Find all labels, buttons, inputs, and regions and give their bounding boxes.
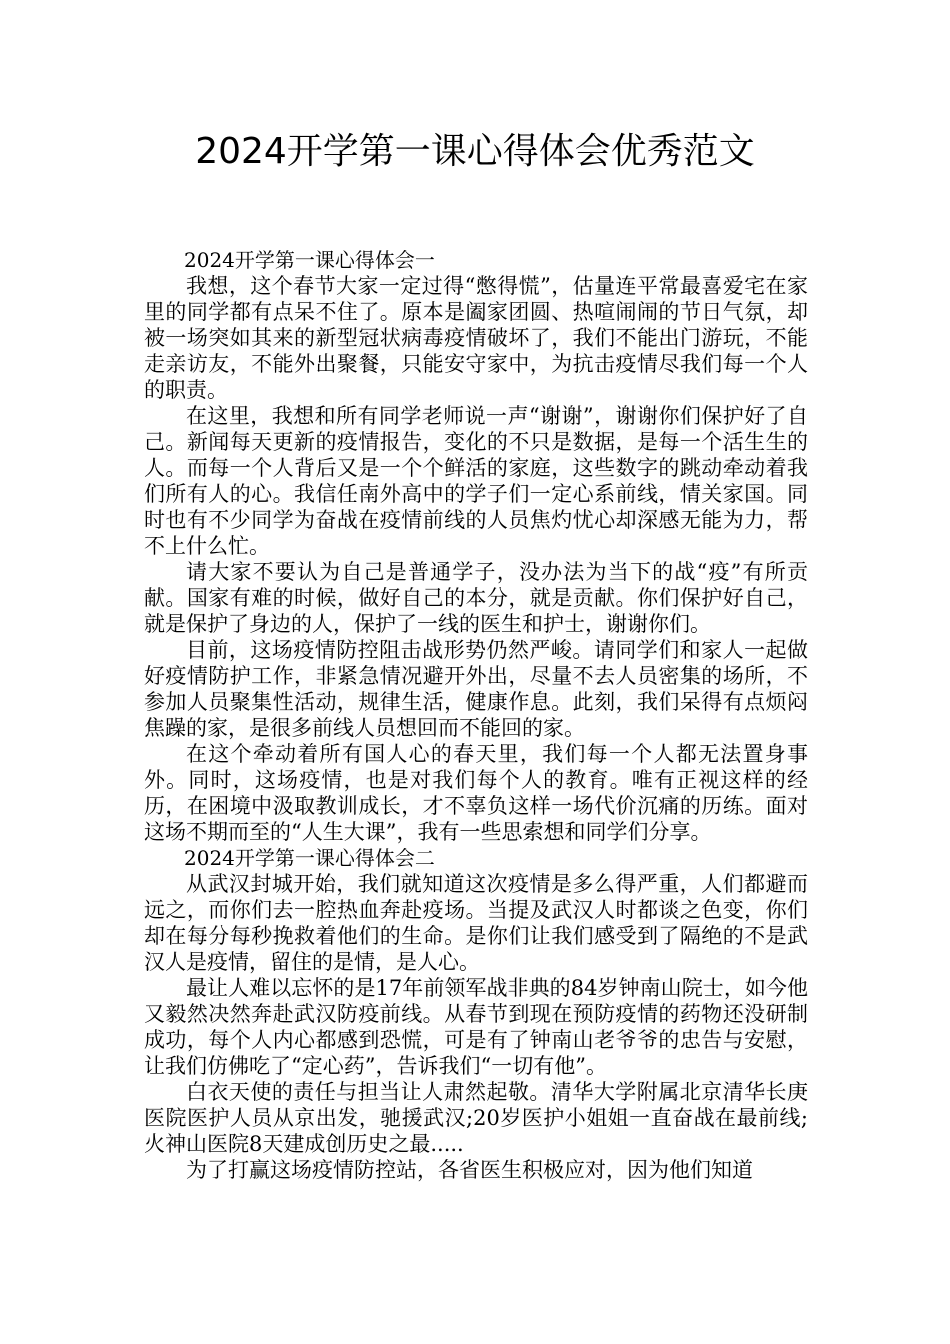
paragraph: 为了打赢这场疫情防控站，各省医生积极应对，因为他们知道 [186, 1158, 753, 1182]
document-body [144, 247, 808, 1183]
paragraph: 白衣天使的责任与担当让人肃然起敬。清华大学附属北京清华长庚医院医护人员从京出发，驰援武汉;20岁医护小姐姐一直奋战在最前线;火神山医院8天建成创历史之最..... [144, 1080, 808, 1156]
paragraph: 请大家不要认为自己是普通学子，没办法为当下的战“疫”有所贡献。国家有难的时候，做好自己的本分，就是贡献。你们保护好自己，就是保护了身边的人，保护了一线的医生和护士，谢谢你们。 [144, 560, 808, 636]
paragraph: 最让人难以忘怀的是17年前领军战非典的84岁钟南山院士，如今他又毅然决然奔赴武汉防疫前线。从春节到现在预防疫情的药物还没研制成功，每个人内心都感到恐慌，可是有了钟南山老爷爷的忠告与安慰，让我们仿佛吃了“定心药”，告诉我们“一切有他”。 [144, 976, 808, 1078]
paragraph: 从武汉封城开始，我们就知道这次疫情是多么得严重，人们都避而远之，而你们去一腔热血奔赴疫场。当提及武汉人时都谈之色变，你们却在每分每秒挽救着他们的生命。是你们让我们感受到了隔绝的不是武汉人是疫情，留住的是情，是人心。 [144, 872, 808, 974]
section-heading: 2024开学第一课心得体会一 [184, 248, 435, 272]
paragraph: 在这个牵动着所有国人心的春天里，我们每一个人都无法置身事外。同时，这场疫情，也是对我们每个人的教育。唯有正视这样的经历，在困境中汲取教训成长，才不辜负这样一场代价沉痛的历练。面对这场不期而至的“人生大课”，我有一些思索想和同学们分享。 [144, 742, 808, 844]
section-heading: 2024开学第一课心得体会二 [184, 846, 435, 870]
paragraph: 目前，这场疫情防控阻击战形势仍然严峻。请同学们和家人一起做好疫情防护工作，非紧急情况避开外出，尽量不去人员密集的场所，不参加人员聚集性活动，规律生活，健康作息。此刻，我们呆得有点烦闷焦躁的家，是很多前线人员想回而不能回的家。 [144, 638, 808, 740]
document-title: 2024开学第一课心得体会优秀范文 [195, 131, 755, 172]
paragraph: 我想，这个春节大家一定过得“憋得慌”，估量连平常最喜爱宅在家里的同学都有点呆不住了。原本是阖家团圆、热喧闹闹的节日气氛，却被一场突如其来的新型冠状病毒疫情破坏了，我们不能出门游玩，不能走亲访友，不能外出聚餐，只能安守家中，为抗击疫情尽我们每一个人的职责。 [144, 274, 808, 402]
paragraph: 在这里，我想和所有同学老师说一声“谢谢”，谢谢你们保护好了自己。新闻每天更新的疫情报告，变化的不只是数据，是每一个活生生的人。而每一个人背后又是一个个鲜活的家庭，这些数字的跳动牵动着我们所有人的心。我信任南外高中的学子们一定心系前线，情关家国。同时也有不少同学为奋战在疫情前线的人员焦灼忧心却深感无能为力，帮不上什么忙。 [144, 404, 808, 558]
